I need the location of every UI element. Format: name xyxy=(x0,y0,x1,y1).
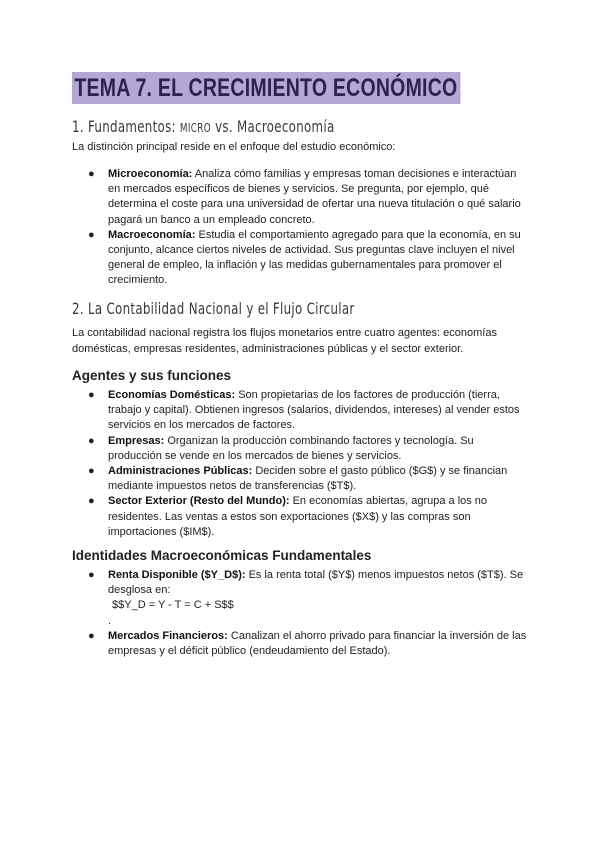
list-item xyxy=(72,568,530,629)
list-item-text: Canalizan el ahorro privado para financiar la inversión de las empresas y el déficit público (endeudamiento del Estado). xyxy=(108,629,527,658)
page-title: TEMA 7. EL CRECIMIENTO ECONÓMICO xyxy=(72,72,461,104)
section2-intro: La contabilidad nacional registra los flujos monetarios entre cuatro agentes: economías domésticas, empresas residentes, administraciones públicas y el sector exterior. xyxy=(72,327,497,355)
list-item-text: Son propietarias de los factores de producción (tierra, trabajo y capital). Obtienen ingresos (salarios, dividendos, intereses) al vender estos servicios en los mercados de factores. xyxy=(108,389,520,432)
list-item-text: Estudia el comportamiento agregado para que la economía, en su conjunto, alcance ciertos niveles de actividad. Sus preguntas clave incluyen el nivel general de empleo, la inflación y las medidas gubernamentales para promover el crecimiento. xyxy=(108,228,521,287)
heading-word: La xyxy=(87,299,107,318)
section1-number: 1. xyxy=(72,117,84,136)
bullet-icon: ● xyxy=(88,495,95,508)
heading-word: Fundamentos xyxy=(87,117,172,136)
bullet-icon: ● xyxy=(88,465,95,478)
agents-list xyxy=(72,388,530,540)
list-item-text: Organizan la producción combinando factores y tecnología. Su producción se vende en los mercados de bienes y servicios. xyxy=(108,434,474,462)
section1-heading xyxy=(72,117,335,136)
heading-word: Nacional xyxy=(188,299,243,318)
bullet-icon: ● xyxy=(88,569,95,581)
list-item xyxy=(72,228,530,289)
identities-list xyxy=(72,568,530,659)
formula: $$Y_D = Y - T = C + S$$ xyxy=(112,599,234,612)
list-item xyxy=(72,629,530,659)
list-item-term: Mercados Financieros: xyxy=(108,629,228,642)
list-item-term: Macroeconomía: xyxy=(108,228,196,241)
list-item-term: Administraciones Públicas: xyxy=(108,465,253,478)
heading-word: Contabilidad xyxy=(106,299,185,318)
heading-word: Flujo xyxy=(272,299,303,318)
list-item-text: Deciden sobre el gasto público ($G$) y se financian mediante impuestos netos de transferencias ($T$). xyxy=(108,465,508,493)
list-item xyxy=(72,388,530,434)
heading-word: Macroeconomía xyxy=(236,117,335,136)
section2-number: 2. xyxy=(72,299,84,318)
list-item-term: Economías Domésticas: xyxy=(108,389,236,401)
formula-trail: . xyxy=(108,614,112,627)
heading-word: Circular xyxy=(306,299,355,318)
heading-word: vs. xyxy=(211,117,237,136)
identities-heading: Identidades Macroeconómicas Fundamentales xyxy=(72,548,372,563)
agents-heading: Agentes y sus funciones xyxy=(72,368,232,383)
section1-list xyxy=(72,167,530,289)
list-item xyxy=(72,494,530,540)
list-item-text: Es la renta total ($Y$) menos impuestos netos ($T$). Se desglosa en: xyxy=(108,569,524,597)
bullet-icon: ● xyxy=(88,168,95,180)
list-item xyxy=(72,464,530,494)
bullet-icon: ● xyxy=(88,389,95,401)
heading-word: : xyxy=(171,117,180,136)
list-item-term: Microeconomía: xyxy=(108,168,193,180)
list-item xyxy=(72,434,530,464)
list-item xyxy=(72,167,530,228)
list-item-term: Renta Disponible ($Y_D$): xyxy=(108,569,246,581)
heading-word: MICRO xyxy=(179,121,212,135)
heading-word: y el xyxy=(242,299,273,318)
section2-heading xyxy=(72,299,355,318)
bullet-icon: ● xyxy=(88,434,95,447)
list-item-text: En economías abiertas, agrupa a los no residentes. Las ventas a estos son exportaciones ($X$) y las compras son importaciones ($IM$). xyxy=(108,495,488,538)
bullet-icon: ● xyxy=(88,228,95,241)
list-item-term: Sector Exterior (Resto del Mundo): xyxy=(108,495,290,508)
bullet-icon: ● xyxy=(88,629,95,642)
list-item-text: Analiza cómo familias y empresas toman decisiones e interactúan en mercados específicos de bienes y servicios. Se pregunta, por ejemplo, qué determina el coste para una universidad de ofertar una nueva titulación o qué salario pagará un banco a un empleado concreto. xyxy=(108,168,521,226)
section1-intro: La distinción principal reside en el enfoque del estudio económico: xyxy=(72,141,396,153)
list-item-term: Empresas: xyxy=(108,434,165,447)
